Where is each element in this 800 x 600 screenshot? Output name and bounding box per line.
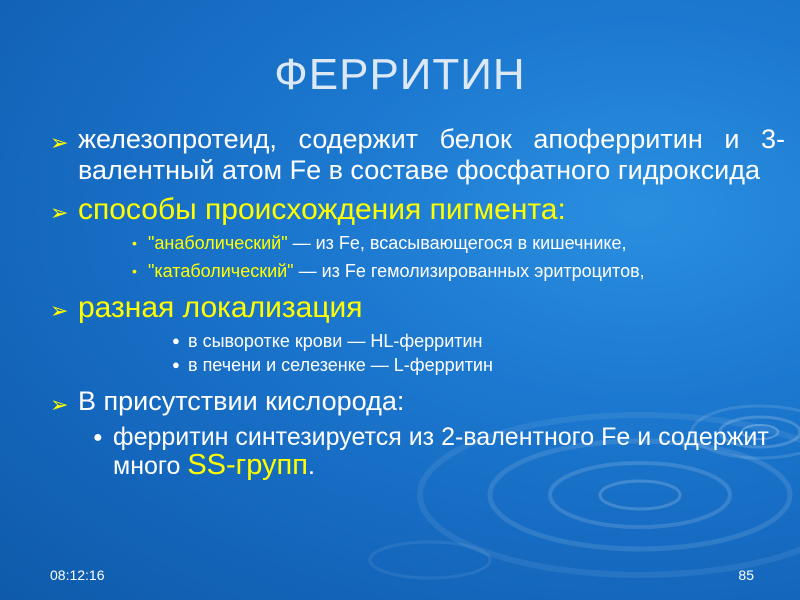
bullet-list — [50, 124, 785, 480]
footer-time: 08:12:16 — [50, 567, 105, 583]
bullet-item — [50, 124, 785, 186]
arrowhead-bullet-icon: ➢ — [50, 392, 69, 417]
sub-bullet-text: в сыворотке крови — HL-ферритин — [188, 331, 483, 351]
slide-title: ФЕРРИТИН — [274, 50, 526, 99]
dot-bullet-icon: ● — [172, 357, 180, 372]
arrowhead-bullet-icon: ➢ — [50, 298, 69, 323]
sub-bullet-text: — из Fe, всасывающегося в кишечнике, — [287, 233, 627, 253]
arrowhead-bullet-icon: ➢ — [50, 130, 69, 155]
sub-bullet-term: "анаболический" — [148, 233, 288, 253]
sub-bullet-item — [50, 330, 785, 352]
sub-bullet-item — [50, 260, 785, 282]
sub-bullet-text: в печени и селезенке — L-ферритин — [188, 355, 493, 375]
dot-bullet-icon: • — [132, 235, 137, 251]
dot-bullet-icon: ● — [172, 333, 180, 348]
sub-bullet-term: "катаболический" — [148, 261, 294, 281]
dot-bullet-icon: ● — [93, 429, 103, 446]
bullet-text: железопротеид, содержит белок апоферритин и 3-валентный атом Fe в составе фосфатного гидроксида — [78, 124, 785, 185]
bullet-item — [50, 386, 785, 417]
sub-bullet-highlight: SS-групп — [187, 449, 308, 481]
bullet-item — [50, 292, 785, 324]
slide-number: 85 — [738, 567, 754, 583]
bullet-text: способы происхождения пигмента: — [78, 193, 566, 226]
sub-bullet-text: — из Fe гемолизированных эритроцитов, — [293, 261, 645, 281]
sub-bullet-end: . — [307, 452, 315, 480]
bullet-text: разная локализация — [78, 291, 363, 324]
bullet-text: В присутствии кислорода: — [78, 386, 405, 416]
sub-bullet-item — [50, 354, 785, 376]
sub-bullet-item — [50, 423, 785, 480]
dot-bullet-icon: • — [132, 263, 137, 279]
arrowhead-bullet-icon: ➢ — [50, 200, 69, 225]
bullet-item — [50, 194, 785, 226]
sub-bullet-item — [50, 232, 785, 254]
sub-bullet-text: ферритин синтезируется из 2-валентного Fe и содержит много — [113, 423, 769, 480]
